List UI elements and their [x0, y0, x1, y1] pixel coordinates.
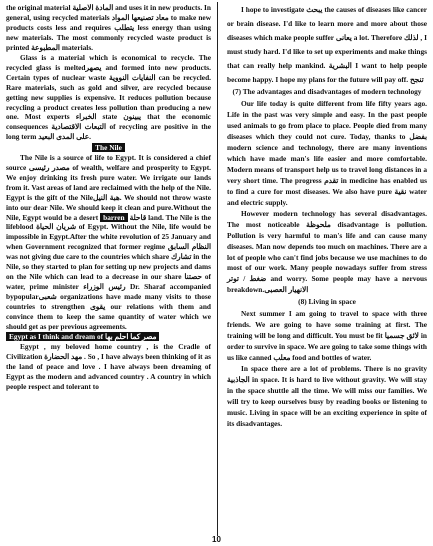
- future-plans-paragraph: I hope to investigate يبحث the causes of diseases like cancer or brain disease. I'd like to learn more and more about those diseases which make people suffer يعانى a lot. Therefore لذلك , I must study hard. I'd like to set up experiments and make things that can really help mankind. البشرية I want to help people become happy. I hope my plans for the future will pay off. تنجح: [227, 5, 428, 84]
- space-paragraph-1: Next summer I am going to travel to space with three friends. We are going to have some training at first. The training will be long and difficult. You must be fit لائق جسميا in order to survive in space. We are going to take some things with us like canned معلب food and bottles of water.: [227, 309, 427, 362]
- right-column: [222, 3, 427, 503]
- nile-paragraph: [6, 153, 211, 331]
- barren-label: barren: [100, 213, 128, 222]
- recycling-paragraph-2: Glass is a material which is economical to recycle. The recycled glass is meltedيصهر and formed into new products. Certain types of nuclear waste النفايات النووية can be recycled. Rare materials, such as gold and silver, are recycled because getting new supplies is expensive. It reduces pollution because recycling a product creates less pollution than producing a new one. Most experts الخبراء state يبينون that the economic consequences التبعات الاقتصادية of recycling are positive in the long term على المدى البعيد.: [6, 53, 212, 142]
- technology-paragraph-1: Our life today is quite different from life fifty years ago. Life in the past was very simple and easy. In the past people used animals to go from place to place. People died from many diseases which they could not cure. Today, thanks to بفضل modern science and technology, there are many inventions which have made man's life easier and more comfortable. Modern means of transport help us to travel long distances in a very short time. The progress تقدم in medicine has enabled us to find a cure for most diseases. We also have pure نقية water and electric supply.: [227, 99, 428, 207]
- nile-heading: The Nile: [92, 143, 125, 152]
- nile-heading-row: [6, 143, 211, 153]
- technology-paragraph-2: However modern technology has several disadvantages. The most noticeable ملحوظة disadvantage is pollution. Pollution is very harmful to man's life and can cause many diseases. Man now depends too much on machines. There are a lot of people who can't find jobs because we use machines to do most of our work. Many people nowadays suffer from stress ضغط / توتر and worry. Some people may have a nervous breakdown.الانهيار العصبى: [227, 208, 427, 295]
- technology-heading: (7) The advantages and disadvantages of modern technology: [232, 87, 422, 97]
- page-number: 10: [212, 535, 221, 544]
- egypt-heading: Egypt as I think and dream of مصر كما احلم بها: [6, 332, 159, 341]
- egypt-heading-row: [6, 332, 211, 342]
- column-divider: [217, 2, 218, 536]
- space-paragraph-2: In space there are a lot of problems. There is no gravity الجاذبية in space. It is hard to live without gravity. We will stay in the space shuttle all the time. We will miss our families. We will try to keep ourselves busy by reading books or listening to music. Living in space will be an exciting experience in spite of its disadvantages.: [227, 364, 427, 428]
- recycling-paragraph-1: the original material المادة الاصلية and uses it in new products. In general, using recycled materials معاد تصنيعها المواد to make new products costs less and requires يتطلب less energy than using new materials. The most commonly recycled waste product is printed المطبوعة materials.: [6, 3, 211, 52]
- nile-paragraph-part-1: The Nile is a source of life to Egypt. It is considered a chief source مصدر رئيسى of wealth, welfare and prosperity to Egypt. We enjoy drinking its fresh pure water. We irrigate our lands from it. Vast areas of land are reclaimed with the help of the Nile. Egypt is the gift of the Nileهبة النيل. We should not throw waste into our dear Nile. We should keep it clean and pure.Without the Nile, Egypt would be a desert: [6, 153, 211, 222]
- nile-paragraph-part-2: قاحلة land. The Nile is the lifeblood شريان الحياة of Egypt. Without the Nile, life would be impossible in Egypt.After the white revolution of 25 January and when Government recognized that former regime النظام السابق was not giving due care to the countries which share تشارك in the Nile, so they started to plan for setting up new projects and dams on the Nile which can lead to a decrease in our share حصتنا of water, prime minister رئيس الوزراء Dr. Sharaf accompanied bypopularشعبى organizations have made many visits to those countries to strengthen يقوى our relations with them and convince them to keep the same quantity of water which we should get as per previous agreements.: [6, 212, 211, 331]
- left-column: [6, 3, 211, 533]
- egypt-paragraph: Egypt , my beloved home country , is the Cradle of Civilization مهد الحضارة . So , I have always been thinking of it as the land of peace and love . I have always been dreaming of Egypt as the modern and advanced country . A country in which people respect and tolerant to: [6, 342, 211, 391]
- space-heading: (8) Living in space: [298, 297, 356, 307]
